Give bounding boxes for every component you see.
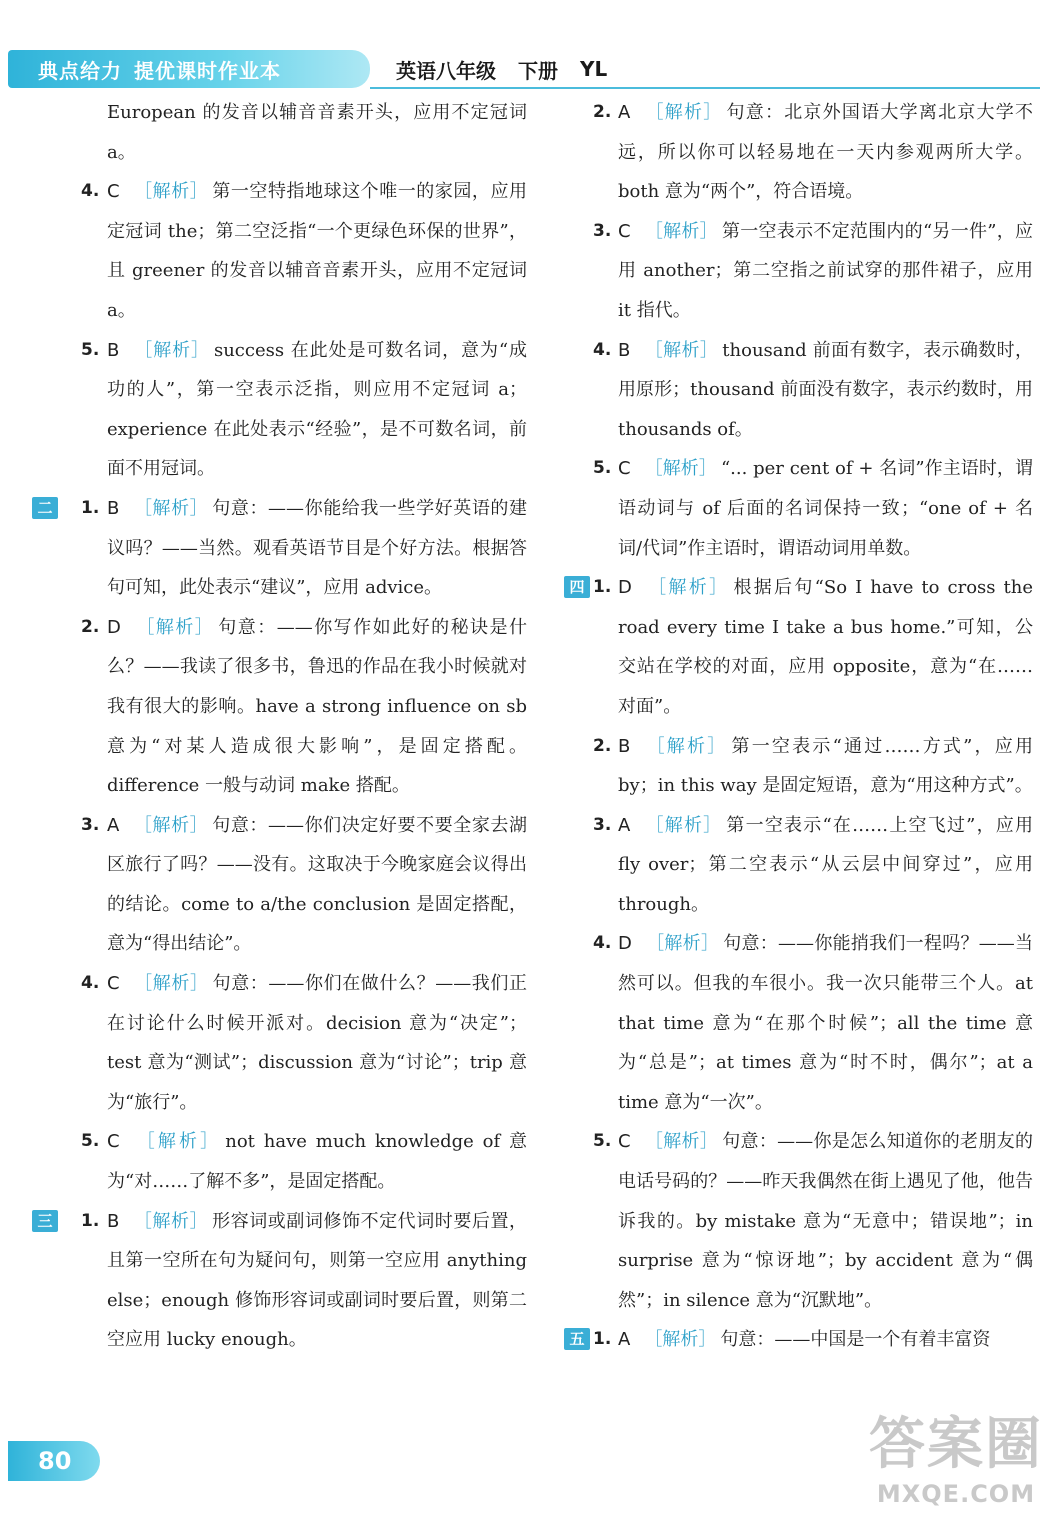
analysis-text: not have much knowledge of 意为“对……了解不多”，是固定搭配。 xyxy=(107,1131,527,1193)
answer-item xyxy=(558,1122,1033,1320)
analysis-text: 第一空表示“通过……方式”，应用 by；in this way 是固定短语，意为“用这种方式”。 xyxy=(618,735,1034,797)
answer-letter: B xyxy=(618,339,631,361)
section-2-items xyxy=(22,489,527,1202)
question-number: 5. xyxy=(593,458,612,479)
analysis-tag: ［解析］ xyxy=(133,973,209,995)
section-badge: 五 xyxy=(564,1328,590,1350)
analysis-tag: ［解析］ xyxy=(645,933,720,955)
section-badge: 四 xyxy=(564,576,590,598)
answer-letter: A xyxy=(618,814,631,836)
analysis-tag: ［解析］ xyxy=(133,1131,222,1153)
book-info xyxy=(396,54,607,84)
answer-item xyxy=(558,568,1033,726)
analysis-tag: ［解析］ xyxy=(133,339,210,361)
page-number: 80 xyxy=(8,1441,100,1481)
analysis-tag: ［解析］ xyxy=(134,616,215,638)
right-column xyxy=(558,93,1033,1360)
answer-item xyxy=(22,172,527,330)
answer-letter: A xyxy=(618,102,631,123)
edition: YL xyxy=(580,57,608,81)
analysis-text: thousand 前面有数字，表示确数时，用原形；thousand 前面没有数字，表示约数时，用 thousands of。 xyxy=(618,339,1034,440)
header-banner xyxy=(8,50,370,88)
question-number: 4. xyxy=(593,933,612,954)
answer-letter: D xyxy=(107,616,121,638)
section-3-items-cont xyxy=(558,93,1033,568)
analysis-tag: ［解析］ xyxy=(644,458,717,480)
analysis-tag: ［解析］ xyxy=(133,1210,209,1232)
answer-item xyxy=(22,331,527,489)
analysis-tag: ［解析］ xyxy=(644,339,719,361)
continued-text: European 的发音以辅音音素开头，应用不定冠词 a。 xyxy=(107,102,527,163)
answer-item xyxy=(22,489,527,608)
section-4-items xyxy=(558,568,1033,1320)
answer-letter: A xyxy=(618,1329,631,1351)
question-number: 1. xyxy=(81,1210,100,1231)
analysis-text: 句意：——你是怎么知道你的老朋友的电话号码的？——昨天我偶然在街上遇见了他，他告诉我的。by mistake 意为“无意中；错误地”；in surprise 意为“惊讶地”；by accident 意为“偶然”；in silence 意为“沉默地”。 xyxy=(618,1131,1034,1311)
analysis-text: 第一空表示“在……上空飞过”，应用 fly over；第二空表示“从云层中间穿过”，应用 through。 xyxy=(618,814,1034,915)
series-name: 典点给力 xyxy=(38,58,122,83)
answer-item xyxy=(558,806,1033,925)
answer-item xyxy=(558,93,1033,212)
answer-item xyxy=(22,1202,527,1360)
series-subtitle: 提优课时作业本 xyxy=(134,58,281,83)
answer-item xyxy=(558,449,1033,568)
answer-item xyxy=(22,964,527,1122)
left-column xyxy=(22,93,527,1360)
question-number: 3. xyxy=(593,220,612,241)
analysis-text: 句意：——你写作如此好的秘诀是什么？——我读了很多书，鲁迅的作品在我小时候就对我有很大的影响。have a strong influence on sb 意为“对某人造成很大影响”，是固定搭配。difference 一般与动词 make 搭配。 xyxy=(107,616,528,797)
answer-item xyxy=(558,212,1033,331)
answer-item xyxy=(22,608,527,806)
analysis-text: 第一空表示不定范围内的“另一件”，应用 another；第二空指之前试穿的那件裙子，应用 it 指代。 xyxy=(618,220,1034,321)
watermark-logo: 答案圈 xyxy=(869,1412,1043,1477)
analysis-tag: ［解析］ xyxy=(644,1329,717,1351)
answer-letter: A xyxy=(107,814,120,836)
question-number: 4. xyxy=(81,973,100,994)
question-number: 1. xyxy=(593,1329,612,1350)
answer-letter: C xyxy=(107,181,120,203)
answer-letter: B xyxy=(107,1210,120,1232)
analysis-text: 句意：——你能给我一些学好英语的建议吗？——当然。观看英语节目是个好方法。根据答句可知，此处表示“建议”，应用 advice。 xyxy=(107,497,528,599)
section-1-items xyxy=(22,172,527,489)
analysis-text: “... per cent of + 名词”作主语时，谓语动词与 of 后面的名词保持一致；“one of + 名词/代词”作主语时，谓语动词用单数。 xyxy=(618,458,1033,559)
answer-item xyxy=(558,331,1033,450)
analysis-text: 句意：——你们决定好要不要全家去湖区旅行了吗？——没有。这取决于今晚家庭会议得出的结论。come to a/the conclusion 是固定搭配，意为“得出结论”。 xyxy=(107,814,528,955)
analysis-tag: ［解析］ xyxy=(644,1131,719,1153)
analysis-tag: ［解析］ xyxy=(133,497,209,519)
question-number: 3. xyxy=(81,814,100,835)
analysis-text: success 在此处是可数名词，意为“成功的人”，第一空表示泛指，则应用不定冠词 a；experience 在此处表示“经验”，是不可数名词，前面不用冠词。 xyxy=(107,339,527,480)
analysis-text: 形容词或副词修饰不定代词时要后置，且第一空所在句为疑问句，则第一空应用 anything else；enough 修饰形容词或副词时要后置，则第二空应用 lucky enough。 xyxy=(107,1210,528,1351)
question-number: 2. xyxy=(593,102,612,122)
question-number: 1. xyxy=(593,577,612,598)
continued-answer xyxy=(22,93,527,172)
watermark xyxy=(868,1410,1044,1530)
analysis-tag: ［解析］ xyxy=(644,102,723,123)
answer-letter: C xyxy=(618,220,631,242)
header-rule xyxy=(370,87,1040,89)
answer-letter: D xyxy=(618,577,632,599)
section-3-items xyxy=(22,1202,527,1360)
volume: 下册 xyxy=(518,58,558,83)
answer-item xyxy=(22,806,527,964)
question-number: 2. xyxy=(593,735,612,756)
answer-letter: B xyxy=(107,339,120,361)
question-number: 5. xyxy=(593,1131,612,1152)
analysis-text: 第一空特指地球这个唯一的家园，应用定冠词 the；第二空泛指“一个更绿色环保的世界”，且 greener 的发音以辅音音素开头，应用不定冠词 a。 xyxy=(107,181,528,321)
answer-letter: B xyxy=(107,497,120,519)
analysis-tag: ［解析］ xyxy=(644,220,718,242)
answer-letter: C xyxy=(107,1131,120,1153)
analysis-tag: ［解析］ xyxy=(644,814,723,836)
answer-letter: C xyxy=(618,1131,631,1153)
question-number: 5. xyxy=(81,339,100,360)
answer-letter: C xyxy=(618,458,631,480)
answer-item xyxy=(558,1320,1033,1360)
subject-grade: 英语八年级 xyxy=(396,58,496,83)
section-badge: 二 xyxy=(32,497,58,519)
analysis-tag: ［解析］ xyxy=(644,735,728,757)
question-number: 1. xyxy=(81,497,100,518)
question-number: 2. xyxy=(81,616,100,637)
question-number: 4. xyxy=(81,181,100,202)
answer-item xyxy=(22,1122,527,1201)
answer-letter: C xyxy=(107,973,120,995)
section-5-items xyxy=(558,1320,1033,1360)
analysis-text: 句意：——你能捎我们一程吗？——当然可以。但我的车很小。我一次只能带三个人。at that time 意为“在那个时候”；all the time 意为“总是”；at times 意为“时不时，偶尔”；at a time 意为“一次”。 xyxy=(618,933,1034,1113)
answer-item xyxy=(558,924,1033,1122)
answer-letter: B xyxy=(618,735,631,757)
question-number: 5. xyxy=(81,1131,100,1152)
answer-letter: D xyxy=(618,933,632,955)
analysis-text: 句意：——你们在做什么？——我们正在讨论什么时候开派对。decision 意为“决定”；test 意为“测试”；discussion 意为“讨论”；trip 意为“旅行”。 xyxy=(107,973,528,1113)
analysis-text: 句意：北京外国语大学离北京大学不远，所以你可以轻易地在一天内参观两所大学。both 意为“两个”，符合语境。 xyxy=(618,102,1034,203)
question-number: 4. xyxy=(593,339,612,360)
watermark-url: MXQE.COM xyxy=(876,1480,1036,1508)
analysis-text: 根据后句“So I have to cross the road every time I take a bus home.”可知，公交站在学校的对面，应用 opposite，意为“在……对面”。 xyxy=(618,577,1034,717)
section-badge: 三 xyxy=(32,1210,58,1232)
answer-item xyxy=(558,727,1033,806)
analysis-text: 句意：——中国是一个有着丰富资 xyxy=(720,1329,991,1351)
analysis-tag: ［解析］ xyxy=(133,814,209,836)
analysis-tag: ［解析］ xyxy=(133,181,209,203)
question-number: 3. xyxy=(593,814,612,835)
analysis-tag: ［解析］ xyxy=(645,577,730,599)
